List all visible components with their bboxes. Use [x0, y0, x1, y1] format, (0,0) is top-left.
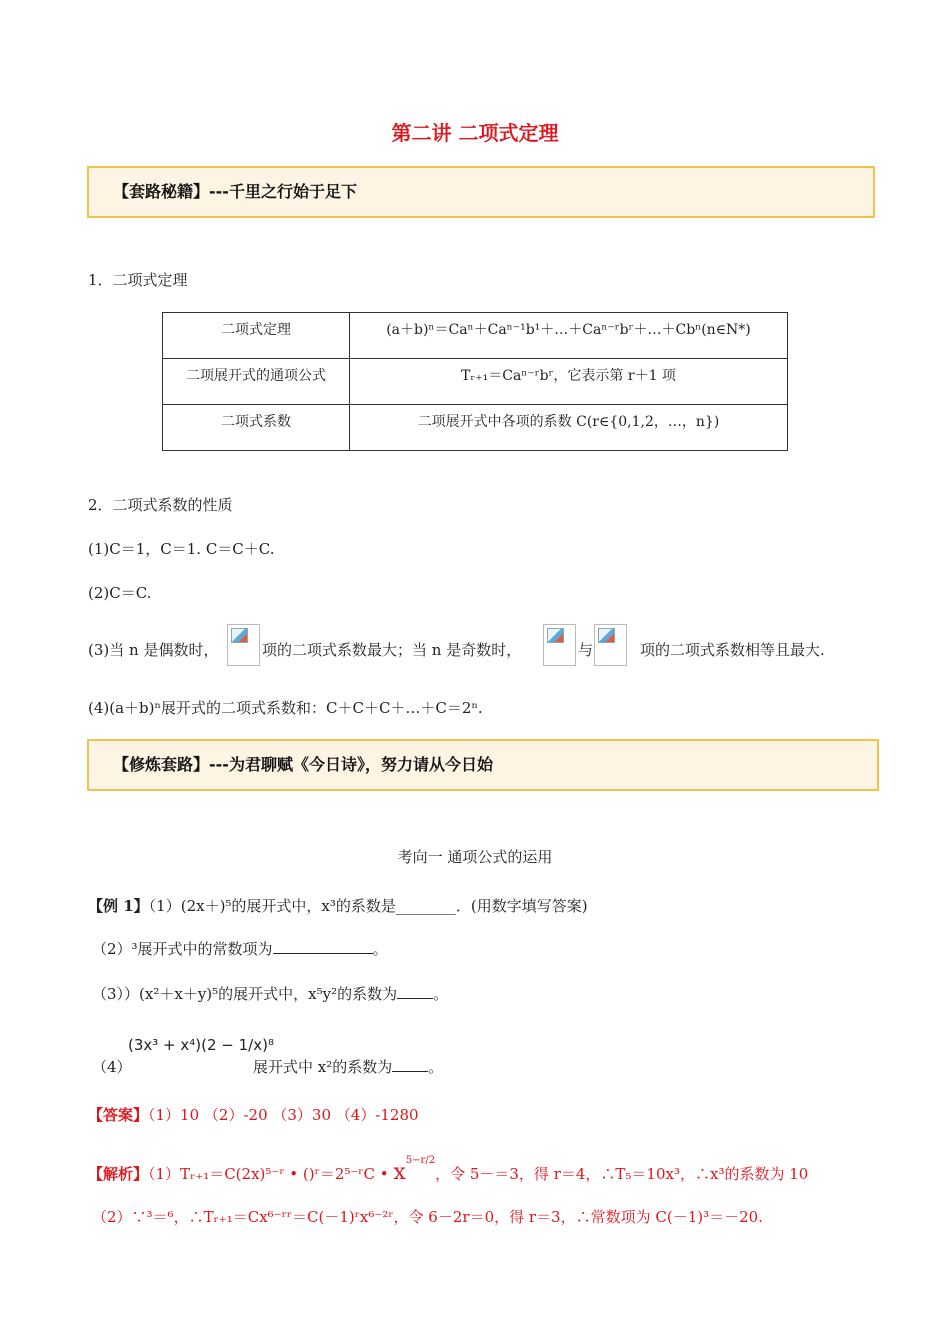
section-title: 考向一 通项公式的运用: [397, 848, 553, 866]
property-2: (2)C＝C.: [88, 584, 152, 602]
question-3-end: 。: [433, 985, 449, 1003]
page-title: 第二讲 二项式定理: [391, 121, 559, 145]
question-4-number: （4）: [92, 1058, 132, 1076]
property-1: (1)C＝1，C＝1. C＝C＋C.: [88, 540, 275, 558]
analysis-1-b: ，令 5－＝3，得 r＝4，∴T₅＝10x³，∴x³的系数为 10: [435, 1165, 809, 1183]
question-4: 展开式中 x²的系数为: [253, 1058, 393, 1076]
broken-image-icon: [594, 624, 627, 666]
broken-image-icon: [227, 624, 260, 666]
table-cell-name: 二项式定理: [163, 313, 350, 359]
example-label: 【例 1】: [88, 897, 149, 915]
banner-practice-text: ---为君聊赋《今日诗》，努力请从今日始: [209, 755, 493, 774]
question-4-formula: (3x³ + x⁴)(2 − 1/x)⁸: [128, 1036, 274, 1054]
table-cell-formula: Tᵣ₊₁＝Caⁿ⁻ʳbʳ，它表示第 r＋1 项: [350, 359, 788, 405]
broken-image-icon: [543, 624, 576, 666]
table-row: [163, 405, 788, 451]
section-2-heading: 2．二项式系数的性质: [88, 496, 233, 514]
answer-blank: [273, 940, 373, 954]
table-cell-name: 二项式系数: [163, 405, 350, 451]
table-cell-formula: (a＋b)ⁿ＝Caⁿ＋Caⁿ⁻¹b¹＋…＋Caⁿ⁻ʳbʳ＋…＋Cbⁿ(n∈N*): [350, 313, 788, 359]
table-cell-name: 二项展开式的通项公式: [163, 359, 350, 405]
banner-tricks-text: ---千里之行始于足下: [209, 182, 357, 201]
answer-blank: [397, 985, 433, 999]
table-row: [163, 359, 788, 405]
section-1-heading: 1．二项式定理: [88, 271, 188, 289]
property-3-part-c: 与: [578, 641, 594, 659]
example-1-q3: [92, 983, 448, 1004]
banner-tricks: [87, 166, 875, 218]
question-1: （1）(2x＋)⁵的展开式中，x³的系数是________．(用数字填写答案): [148, 897, 588, 915]
binomial-table: [162, 312, 788, 451]
analysis-line-1: [88, 1155, 809, 1185]
banner-tricks-bracket: 【套路秘籍】: [113, 182, 210, 201]
example-1-q4: [253, 1056, 443, 1077]
analysis-line-2: （2）∵³＝⁶，∴Tᵣ₊₁＝Cx⁶⁻ʳʳ＝C(－1)ʳx⁶⁻²ʳ，令 6－2r＝0，得 r＝3，∴常数项为 C(－1)³＝－20.: [92, 1208, 763, 1226]
property-3-part-a: (3)当 n 是偶数时，: [88, 641, 219, 659]
answer-label: 【答案】: [88, 1106, 149, 1124]
question-2: （2）³展开式中的常数项为: [92, 940, 273, 958]
answer-text: （1）10 （2）-20 （3）30 （4）-1280: [148, 1106, 419, 1124]
answer-line: [88, 1104, 419, 1125]
analysis-power-base: x: [393, 1160, 406, 1185]
analysis-label: 【解析】: [88, 1165, 149, 1183]
question-3: （3））(x²＋x＋y)⁵的展开式中，x⁵y²的系数为: [92, 985, 398, 1003]
table-row: [163, 313, 788, 359]
property-4: (4)(a＋b)ⁿ展开式的二项式系数和：C＋C＋C＋…＋C＝2ⁿ.: [88, 699, 483, 717]
analysis-power-exp: 5−r/2: [405, 1155, 436, 1166]
banner-practice-bracket: 【修炼套路】: [113, 755, 210, 774]
table-cell-formula: 二项展开式中各项的系数 C(r∈{0,1,2，…，n}): [350, 405, 788, 451]
answer-blank: [392, 1058, 428, 1072]
question-4-end: 。: [428, 1058, 444, 1076]
question-2-end: 。: [372, 940, 388, 958]
banner-practice: [87, 739, 879, 791]
analysis-1-a: （1）Tᵣ₊₁＝C(2x)⁵⁻ʳ • ()ʳ＝2⁵⁻ʳC •: [148, 1165, 389, 1183]
property-3-part-b: 项的二项式系数最大；当 n 是奇数时，: [262, 641, 522, 659]
example-1-q2: [92, 938, 388, 959]
property-3-part-d: 项的二项式系数相等且最大.: [640, 641, 825, 659]
example-1-q1: [88, 895, 588, 916]
